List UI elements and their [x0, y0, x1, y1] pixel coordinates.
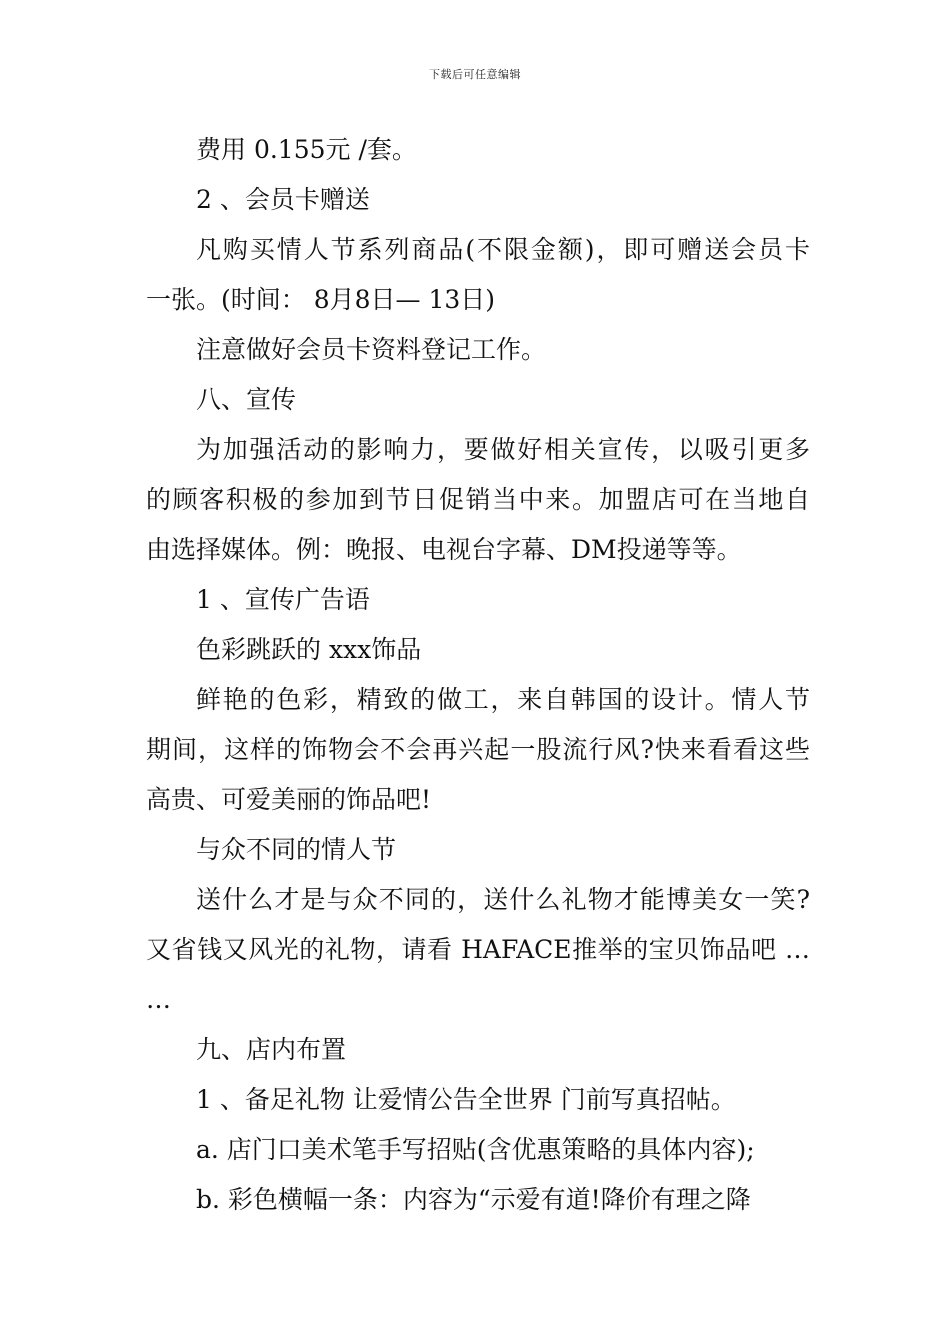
paragraph-line: 高贵、可爱美丽的饰品吧!	[146, 785, 432, 814]
paragraph-line: 费用 0.155元 /套。	[196, 135, 417, 164]
slogan-title: 色彩跳跃的 xxx饰品	[196, 635, 422, 664]
document-body	[146, 125, 810, 1225]
paragraph-line: 由选择媒体。例：晚报、电视台字幕、DM投递等等。	[146, 535, 742, 564]
section-heading: 八、宣传	[196, 385, 297, 414]
list-item: b. 彩色横幅一条：内容为“示爱有道!降价有理之降	[196, 1185, 751, 1214]
list-item: a. 店门口美术笔手写招贴(含优惠策略的具体内容);	[196, 1135, 755, 1164]
section-heading: 2 、会员卡赠送	[196, 185, 370, 214]
page-header-note: 下载后可任意编辑	[429, 68, 521, 81]
paragraph-line: 凡购买情人节系列商品(不限金额)，即可赠送会员卡	[196, 235, 810, 264]
paragraph-line: …	[146, 985, 171, 1014]
section-heading: 1 、宣传广告语	[196, 585, 370, 614]
paragraph-line: 一张。(时间： 8月8日— 13日)	[146, 285, 496, 314]
paragraph-line: 又省钱又风光的礼物，请看 HAFACE推举的宝贝饰品吧 …	[146, 935, 810, 964]
section-heading: 1 、备足礼物 让爱情公告全世界 门前写真招帖。	[196, 1085, 736, 1114]
section-heading: 九、店内布置	[196, 1035, 347, 1064]
paragraph-line: 注意做好会员卡资料登记工作。	[196, 335, 547, 364]
slogan-title: 与众不同的情人节	[196, 835, 397, 864]
paragraph-line: 送什么才是与众不同的，送什么礼物才能博美女一笑?	[196, 885, 810, 914]
paragraph-line: 期间，这样的饰物会不会再兴起一股流行风?快来看看这些	[146, 735, 810, 764]
paragraph-line: 鲜艳的色彩，精致的做工，来自韩国的设计。情人节	[196, 685, 810, 714]
paragraph-line: 为加强活动的影响力，要做好相关宣传，以吸引更多	[196, 435, 810, 464]
paragraph-line: 的顾客积极的参加到节日促销当中来。加盟店可在当地自	[146, 485, 810, 514]
